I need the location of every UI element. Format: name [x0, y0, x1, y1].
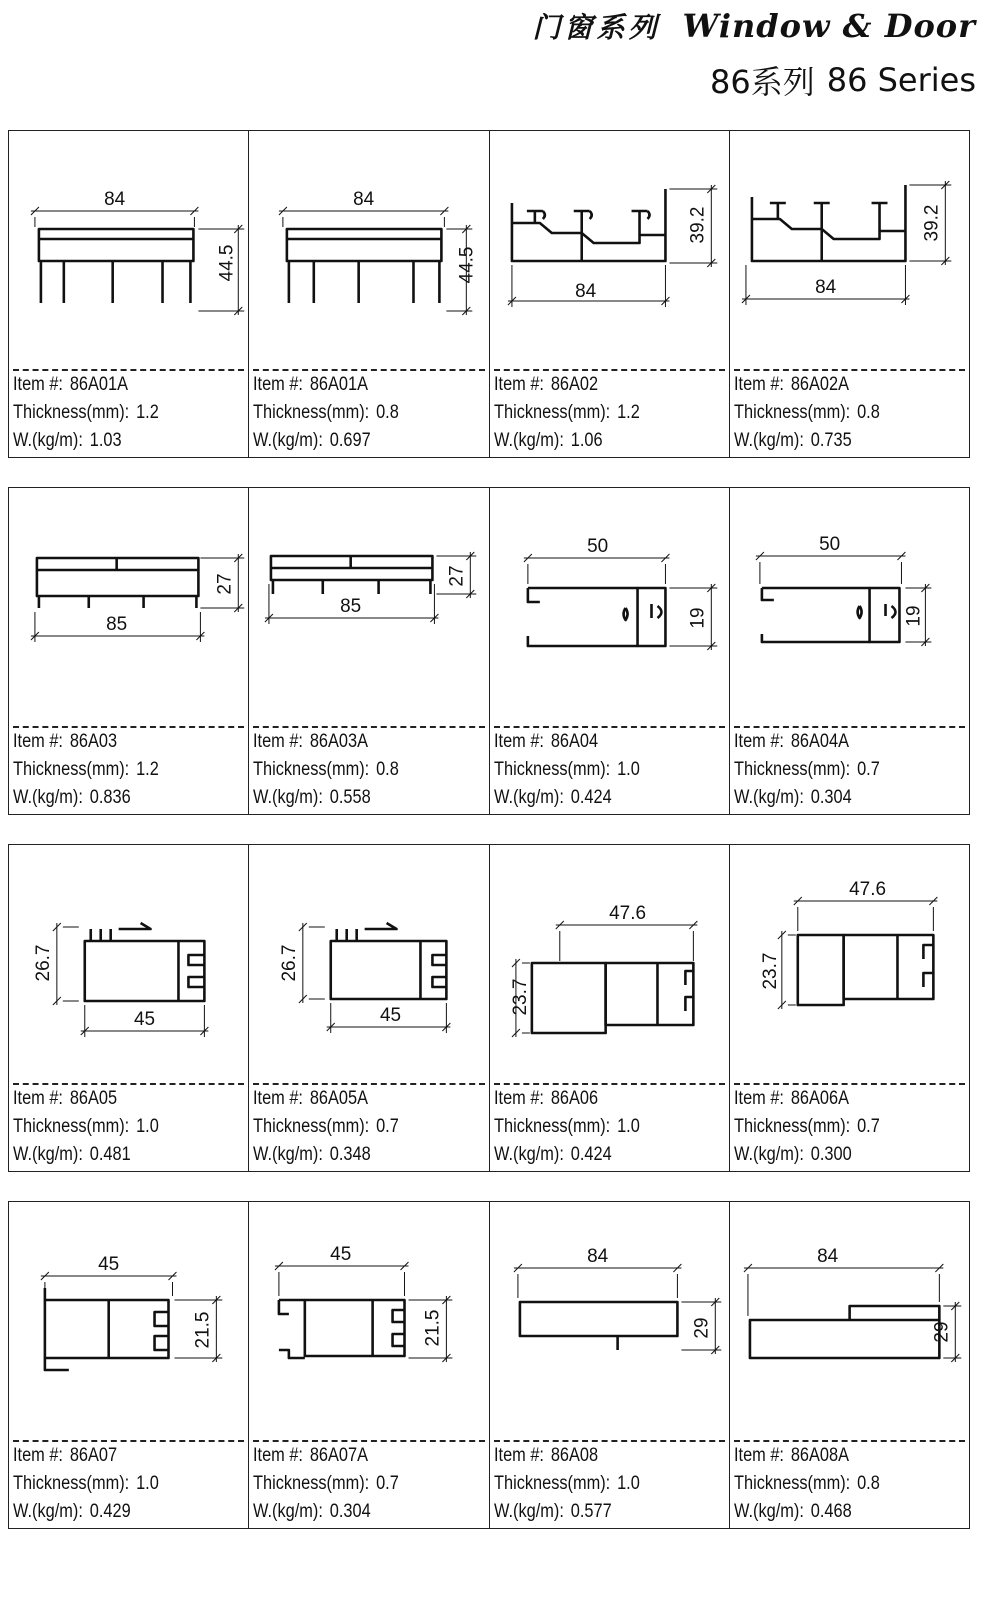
- weight-line: [13, 1498, 159, 1526]
- item-line: [734, 371, 880, 399]
- dimension-label: 45: [98, 1253, 120, 1276]
- product-specs: [734, 1085, 880, 1169]
- item-number: 86A04: [550, 731, 598, 752]
- item-line: [13, 728, 159, 756]
- product-card: [249, 488, 489, 814]
- product-specs: [13, 728, 159, 812]
- thickness-line: [13, 399, 159, 427]
- weight-line: [734, 784, 880, 812]
- thickness-line: [13, 756, 159, 784]
- dimension-label: 84: [586, 1245, 608, 1268]
- thickness-line: [253, 1113, 399, 1141]
- thickness-value: 0.8: [856, 402, 880, 423]
- dimension-label: 44.5: [456, 246, 478, 284]
- item-label: Item #:: [493, 731, 544, 752]
- weight-line: [494, 427, 640, 455]
- item-line: [253, 728, 399, 756]
- weight-value: 0.304: [810, 787, 852, 808]
- thickness-label: Thickness(mm):: [253, 1473, 370, 1494]
- dimension-label: 19: [686, 607, 708, 629]
- thickness-label: Thickness(mm):: [733, 402, 850, 423]
- item-line: [494, 1085, 640, 1113]
- dimension-label: 39.2: [686, 206, 708, 244]
- product-specs: [253, 1085, 399, 1169]
- weight-label: W.(kg/m):: [493, 1501, 564, 1522]
- dimension-label: 27: [446, 565, 468, 587]
- weight-value: 0.429: [89, 1501, 131, 1522]
- product-card: [249, 845, 489, 1171]
- dimension-label: 47.6: [848, 878, 886, 901]
- dimension-label: 84: [353, 188, 375, 211]
- weight-line: [13, 784, 159, 812]
- product-card: [730, 1202, 969, 1528]
- item-label: Item #:: [13, 1088, 63, 1109]
- weight-value: 0.348: [330, 1144, 371, 1165]
- dimension-label: 19: [903, 605, 925, 627]
- item-number: 86A08: [550, 1445, 598, 1466]
- weight-line: [253, 784, 399, 812]
- dimension-label: 85: [340, 595, 362, 618]
- profile-cross-section: [249, 131, 488, 367]
- item-line: [253, 371, 399, 399]
- dimension-label: 50: [586, 535, 608, 558]
- item-label: Item #:: [253, 731, 304, 752]
- dimension-label: 27: [214, 573, 236, 595]
- product-specs: [494, 371, 640, 455]
- profile-drawing: [249, 845, 488, 1081]
- weight-value: 0.697: [330, 430, 371, 451]
- profile-cross-section: [9, 131, 248, 367]
- weight-label: W.(kg/m):: [493, 430, 564, 451]
- weight-label: W.(kg/m):: [253, 1144, 324, 1165]
- product-specs: [494, 1085, 640, 1169]
- item-line: [494, 371, 640, 399]
- product-specs: [494, 1442, 640, 1526]
- profile-cross-section: [730, 1202, 969, 1438]
- profile-drawing: [490, 1202, 729, 1438]
- item-number: 86A04A: [790, 731, 849, 752]
- thickness-label: Thickness(mm):: [493, 1473, 610, 1494]
- thickness-label: Thickness(mm):: [13, 402, 130, 423]
- thickness-line: [494, 756, 640, 784]
- item-number: 86A03A: [310, 731, 369, 752]
- product-card: [730, 131, 969, 457]
- thickness-value: 1.0: [136, 1473, 159, 1494]
- weight-label: W.(kg/m):: [13, 1501, 83, 1522]
- profile-cross-section: [730, 488, 969, 724]
- page-header: [532, 4, 976, 48]
- series-english: 86 Series: [826, 61, 976, 99]
- dimension-label: 45: [330, 1243, 352, 1266]
- weight-line: [494, 784, 640, 812]
- thickness-value: 0.7: [856, 759, 880, 780]
- profile-drawing: [9, 131, 248, 367]
- product-card: [9, 488, 249, 814]
- dimension-label: 26.7: [279, 944, 301, 982]
- item-line: [13, 1442, 159, 1470]
- product-card: [730, 845, 969, 1171]
- dimension-label: 84: [814, 276, 836, 299]
- item-label: Item #:: [13, 1445, 63, 1466]
- weight-value: 0.735: [810, 430, 852, 451]
- weight-label: W.(kg/m):: [733, 430, 804, 451]
- profile-drawing: [490, 845, 729, 1081]
- profile-cross-section: [9, 1202, 248, 1438]
- product-specs: [253, 1442, 399, 1526]
- profile-cross-section: [249, 488, 488, 724]
- profile-drawing: [730, 488, 969, 724]
- product-card: [9, 845, 249, 1171]
- product-specs: [253, 371, 399, 455]
- profile-drawing: [9, 845, 248, 1081]
- product-card: [490, 488, 730, 814]
- thickness-label: Thickness(mm):: [13, 1116, 130, 1137]
- profile-drawing: [730, 1202, 969, 1438]
- thickness-label: Thickness(mm):: [13, 1473, 130, 1494]
- item-label: Item #:: [253, 374, 304, 395]
- dimension-label: 47.6: [608, 902, 646, 925]
- thickness-line: [13, 1113, 159, 1141]
- thickness-value: 0.7: [376, 1473, 400, 1494]
- dimension-label: 50: [818, 533, 840, 556]
- thickness-value: 1.0: [616, 1116, 640, 1137]
- product-specs: [13, 1085, 159, 1169]
- profile-cross-section: [9, 488, 248, 724]
- thickness-line: [13, 1470, 159, 1498]
- dimension-label: 45: [380, 1004, 402, 1027]
- profile-drawing: [249, 1202, 488, 1438]
- item-line: [734, 1085, 880, 1113]
- dimension-label: 21.5: [192, 1311, 214, 1349]
- product-card: [249, 1202, 489, 1528]
- thickness-value: 1.0: [136, 1116, 159, 1137]
- weight-value: 0.558: [330, 787, 371, 808]
- item-number: 86A07: [69, 1445, 118, 1466]
- weight-line: [494, 1498, 640, 1526]
- item-number: 86A02: [550, 374, 598, 395]
- weight-label: W.(kg/m):: [493, 1144, 564, 1165]
- item-number: 86A05: [69, 1088, 118, 1109]
- weight-line: [494, 1141, 640, 1169]
- item-label: Item #:: [253, 1445, 304, 1466]
- weight-value: 0.300: [810, 1144, 852, 1165]
- dimension-label: 21.5: [422, 1309, 444, 1347]
- product-card: [730, 488, 969, 814]
- product-card: [9, 131, 249, 457]
- item-line: [734, 728, 880, 756]
- weight-line: [734, 1498, 880, 1526]
- weight-label: W.(kg/m):: [253, 1501, 324, 1522]
- item-number: 86A05A: [310, 1088, 369, 1109]
- weight-value: 0.836: [89, 787, 131, 808]
- item-line: [13, 1085, 159, 1113]
- weight-value: 0.468: [810, 1501, 852, 1522]
- series-chinese: 86系列: [709, 63, 815, 101]
- item-number: 86A06: [550, 1088, 598, 1109]
- dimension-label: 85: [106, 613, 128, 636]
- dimension-label: 44.5: [216, 244, 238, 282]
- thickness-value: 0.8: [376, 759, 400, 780]
- thickness-line: [253, 399, 399, 427]
- thickness-line: [734, 1470, 880, 1498]
- product-specs: [253, 728, 399, 812]
- product-specs: [494, 728, 640, 812]
- item-label: Item #:: [493, 1445, 544, 1466]
- profile-drawing: [249, 131, 488, 367]
- weight-line: [253, 1498, 399, 1526]
- thickness-line: [494, 1113, 640, 1141]
- profile-drawing: [490, 131, 729, 367]
- item-number: 86A06A: [790, 1088, 849, 1109]
- weight-label: W.(kg/m):: [13, 787, 83, 808]
- product-card: [490, 845, 730, 1171]
- profile-cross-section: [730, 845, 969, 1081]
- item-label: Item #:: [493, 1088, 544, 1109]
- product-card: [9, 1202, 249, 1528]
- weight-label: W.(kg/m):: [733, 1501, 804, 1522]
- weight-line: [734, 427, 880, 455]
- profile-cross-section: [490, 131, 729, 367]
- dimension-label: 29: [690, 1317, 712, 1339]
- profile-cross-section: [490, 1202, 729, 1438]
- dimension-label: 84: [104, 188, 126, 211]
- thickness-line: [253, 756, 399, 784]
- profile-drawing: [9, 1202, 248, 1438]
- profile-drawing: [490, 488, 729, 724]
- thickness-value: 0.8: [856, 1473, 880, 1494]
- thickness-label: Thickness(mm):: [253, 1116, 370, 1137]
- item-number: 86A01A: [69, 374, 128, 395]
- thickness-label: Thickness(mm):: [733, 1116, 850, 1137]
- profile-cross-section: [249, 1202, 488, 1438]
- weight-line: [253, 1141, 399, 1169]
- weight-value: 0.424: [570, 787, 612, 808]
- product-specs: [734, 371, 880, 455]
- title-chinese: 门窗系列: [532, 11, 661, 44]
- weight-line: [13, 427, 159, 455]
- thickness-value: 1.0: [616, 1473, 640, 1494]
- item-label: Item #:: [733, 374, 784, 395]
- dimension-label: 23.7: [509, 978, 531, 1016]
- weight-value: 0.304: [330, 1501, 371, 1522]
- item-label: Item #:: [733, 1445, 784, 1466]
- weight-line: [253, 427, 399, 455]
- profile-cross-section: [490, 845, 729, 1081]
- thickness-label: Thickness(mm):: [493, 759, 610, 780]
- catalog-row: [8, 844, 970, 1172]
- profile-cross-section: [9, 845, 248, 1081]
- item-number: 86A08A: [790, 1445, 849, 1466]
- weight-label: W.(kg/m):: [253, 430, 324, 451]
- item-label: Item #:: [253, 1088, 304, 1109]
- weight-value: 1.03: [89, 430, 122, 451]
- dimension-label: 45: [134, 1008, 156, 1031]
- thickness-label: Thickness(mm):: [733, 1473, 850, 1494]
- profile-drawing: [249, 488, 488, 724]
- thickness-value: 0.7: [376, 1116, 400, 1137]
- profile-cross-section: [249, 845, 488, 1081]
- catalog-row: [8, 130, 970, 458]
- product-card: [490, 1202, 730, 1528]
- weight-label: W.(kg/m):: [733, 1144, 804, 1165]
- item-label: Item #:: [13, 374, 63, 395]
- series-heading: [710, 58, 976, 102]
- thickness-value: 0.7: [856, 1116, 880, 1137]
- item-line: [494, 1442, 640, 1470]
- dimension-label: 29: [931, 1321, 953, 1343]
- dimension-label: 39.2: [921, 204, 943, 242]
- weight-value: 1.06: [570, 430, 603, 451]
- item-number: 86A07A: [310, 1445, 369, 1466]
- thickness-label: Thickness(mm):: [253, 759, 370, 780]
- thickness-label: Thickness(mm):: [733, 759, 850, 780]
- catalog-row: [8, 1201, 970, 1529]
- item-line: [253, 1442, 399, 1470]
- thickness-value: 1.2: [616, 402, 640, 423]
- thickness-label: Thickness(mm):: [253, 402, 370, 423]
- thickness-value: 1.2: [136, 759, 159, 780]
- thickness-line: [253, 1470, 399, 1498]
- thickness-line: [494, 1470, 640, 1498]
- dimension-label: 26.7: [32, 944, 54, 982]
- thickness-line: [734, 1113, 880, 1141]
- thickness-value: 1.0: [616, 759, 640, 780]
- profile-drawing: [9, 488, 248, 724]
- thickness-line: [494, 399, 640, 427]
- profile-drawing: [730, 845, 969, 1081]
- thickness-value: 1.2: [136, 402, 159, 423]
- thickness-value: 0.8: [376, 402, 400, 423]
- weight-label: W.(kg/m):: [493, 787, 564, 808]
- item-line: [13, 371, 159, 399]
- product-specs: [734, 1442, 880, 1526]
- thickness-line: [734, 399, 880, 427]
- weight-value: 0.424: [570, 1144, 612, 1165]
- profile-cross-section: [490, 488, 729, 724]
- item-line: [494, 728, 640, 756]
- item-label: Item #:: [13, 731, 63, 752]
- item-line: [734, 1442, 880, 1470]
- dimension-label: 84: [816, 1245, 838, 1268]
- product-card: [490, 131, 730, 457]
- product-specs: [13, 371, 159, 455]
- profile-cross-section: [730, 131, 969, 367]
- product-specs: [13, 1442, 159, 1526]
- weight-label: W.(kg/m):: [253, 787, 324, 808]
- weight-label: W.(kg/m):: [733, 787, 804, 808]
- weight-value: 0.481: [89, 1144, 131, 1165]
- thickness-label: Thickness(mm):: [493, 1116, 610, 1137]
- product-card: [249, 131, 489, 457]
- item-number: 86A03: [69, 731, 118, 752]
- title-english: Window & Door: [682, 7, 976, 45]
- profile-drawing: [730, 131, 969, 367]
- catalog-row: [8, 487, 970, 815]
- weight-label: W.(kg/m):: [13, 1144, 83, 1165]
- page-footer: [40, 1590, 960, 1600]
- weight-value: 0.577: [570, 1501, 612, 1522]
- item-number: 86A02A: [790, 374, 849, 395]
- weight-label: W.(kg/m):: [13, 430, 83, 451]
- dimension-label: 84: [574, 280, 596, 303]
- weight-line: [13, 1141, 159, 1169]
- item-label: Item #:: [493, 374, 544, 395]
- thickness-line: [734, 756, 880, 784]
- item-label: Item #:: [733, 731, 784, 752]
- thickness-label: Thickness(mm):: [493, 402, 610, 423]
- thickness-label: Thickness(mm):: [13, 759, 130, 780]
- dimension-label: 23.7: [759, 952, 781, 990]
- item-label: Item #:: [733, 1088, 784, 1109]
- product-specs: [734, 728, 880, 812]
- item-line: [253, 1085, 399, 1113]
- weight-line: [734, 1141, 880, 1169]
- item-number: 86A01A: [310, 374, 369, 395]
